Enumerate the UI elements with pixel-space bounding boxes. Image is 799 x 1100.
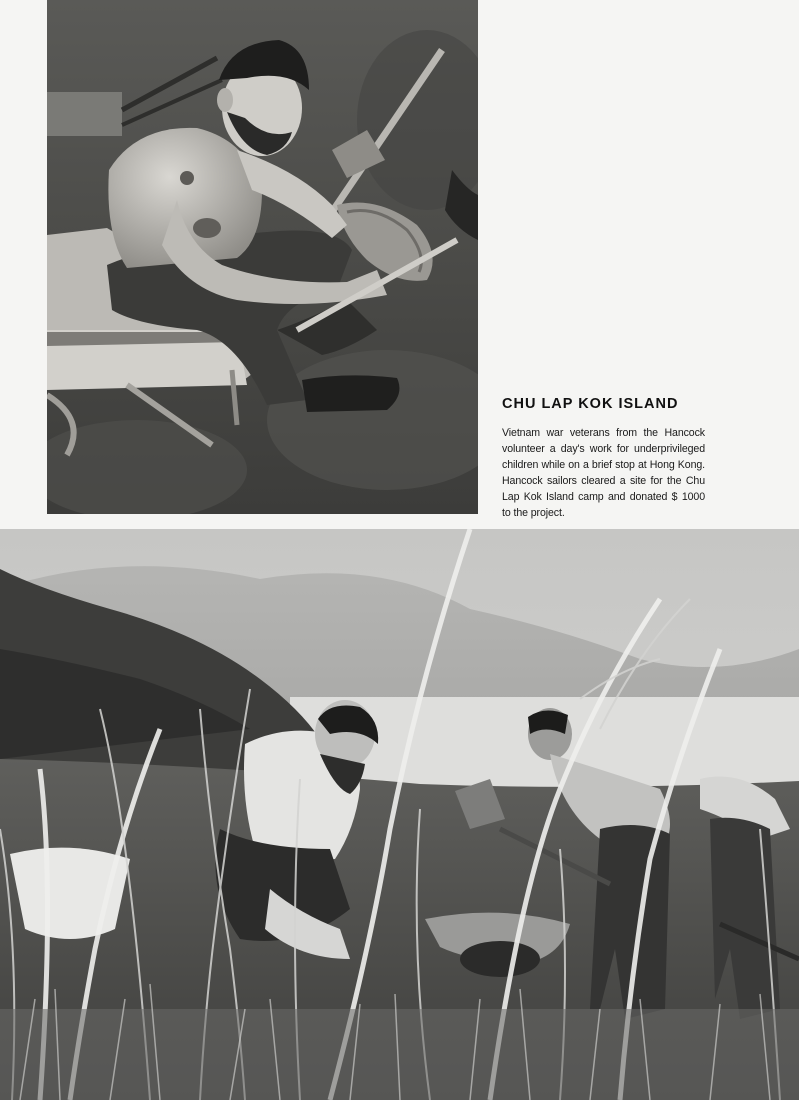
sailor-on-wheelbarrow-photo <box>47 0 478 514</box>
caption-title: CHU LAP KOK ISLAND <box>502 396 679 412</box>
sailors-clearing-site-photo <box>0 529 799 1100</box>
caption-body: Vietnam war veterans from the Hancock volunteer a day's work for underprivileged children while on a brief stop at Hong Kong. Hancock sailors cleared a site for the Chu Lap Kok Island camp and donated $ 1000 to the project. <box>502 427 705 519</box>
sailor-on-wheelbarrow-image <box>47 0 478 514</box>
photo-caption <box>502 396 712 521</box>
sailors-clearing-site-image <box>0 529 799 1100</box>
